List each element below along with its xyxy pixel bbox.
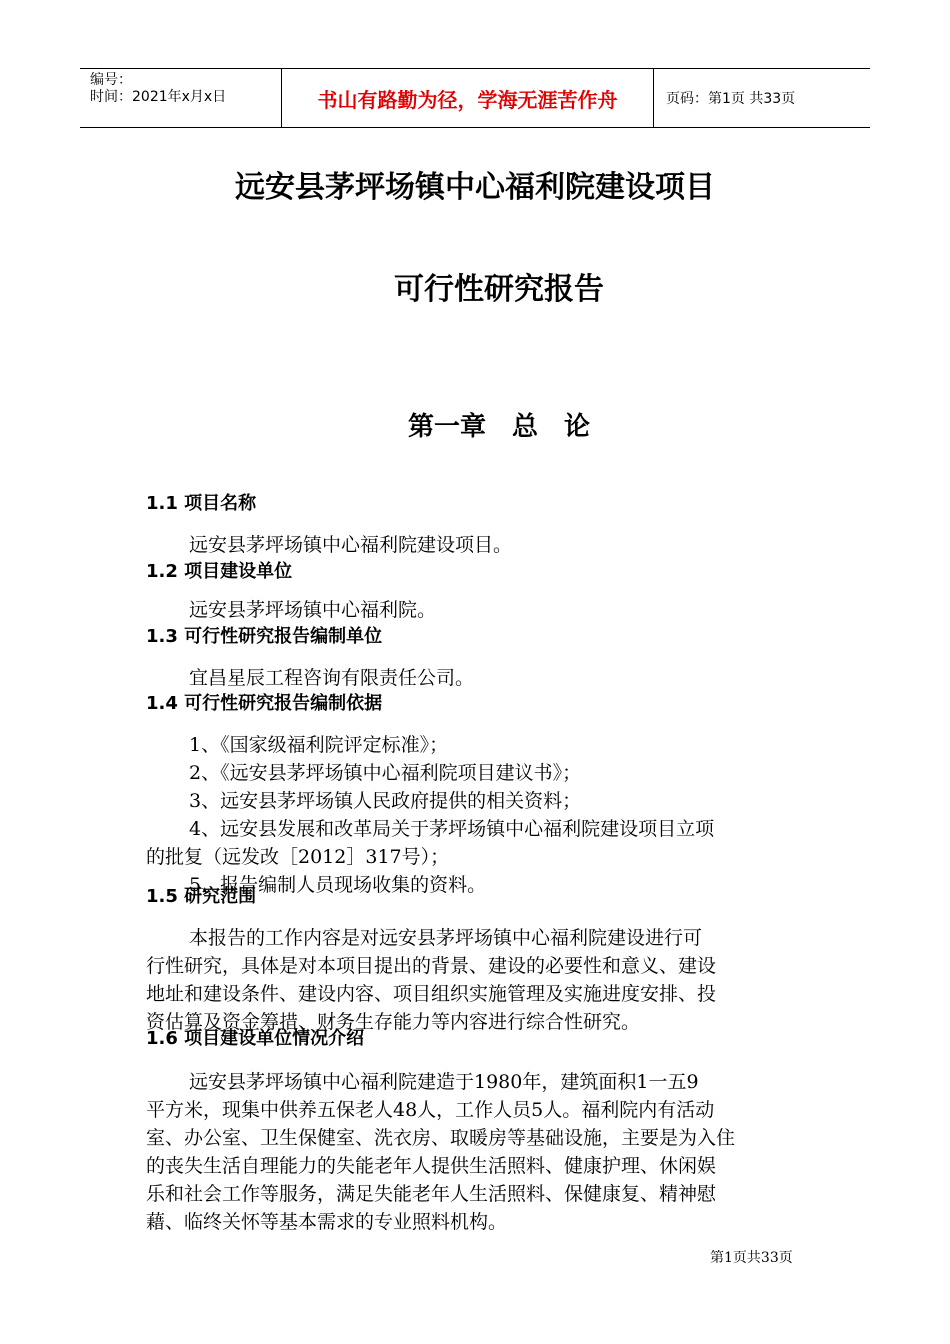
paragraph-line: 远安县茅坪场镇中心福利院建设项目。 [189, 534, 513, 556]
page-header [80, 68, 870, 128]
paragraph-line: 资估算及资金筹措、财务生存能力等内容进行综合性研究。 [146, 1011, 641, 1033]
document-title: 远安县茅坪场镇中心福利院建设项目 [235, 170, 715, 205]
section-heading-1-1: 1.1 项目名称 [146, 493, 257, 514]
section-heading-1-6: 1.6 项目建设单位情况介绍 [146, 1028, 365, 1049]
paragraph-line: 本报告的工作内容是对远安县茅坪场镇中心福利院建设进行可 [189, 927, 703, 949]
paragraph-line: 远安县茅坪场镇中心福利院。 [189, 599, 437, 621]
header-motto: 书山有路勤为径，学海无涯苦作舟 [282, 69, 654, 127]
section-heading-1-5: 1.5 研究范围 [146, 886, 257, 907]
section-heading-1-4: 1.4 可行性研究报告编制依据 [146, 693, 383, 714]
list-item: 1、《国家级福利院评定标准》； [189, 734, 449, 756]
section-body-1-1 [146, 531, 816, 559]
header-meta [80, 69, 282, 127]
header-page-info: 页码：第1页 共33页 [666, 91, 796, 107]
list-item: 3、远安县茅坪场镇人民政府提供的相关资料； [189, 790, 582, 812]
paragraph-line: 宜昌星辰工程咨询有限责任公司。 [189, 667, 475, 689]
list-item: 5、报告编制人员现场收集的资料。 [189, 874, 487, 896]
page-footer: 第1页共33页 [710, 1250, 793, 1266]
list-item: 2、《远安县茅坪场镇中心福利院项目建议书》； [189, 762, 582, 784]
section-body-1-5 [146, 924, 816, 1036]
section-heading-1-2: 1.2 项目建设单位 [146, 561, 293, 582]
paragraph-line: 远安县茅坪场镇中心福利院建造于1980年，建筑面积1一五9 [189, 1071, 699, 1093]
paragraph-line: 乐和社会工作等服务，满足失能老年人生活照料、保健康复、精神慰 [146, 1183, 717, 1205]
document-subtitle: 可行性研究报告 [394, 272, 604, 307]
paragraph-line: 的丧失生活自理能力的失能老年人提供生活照料、健康护理、休闲娱 [146, 1155, 717, 1177]
list-item: 4、远安县发展和改革局关于茅坪场镇中心福利院建设项目立项 [189, 818, 715, 840]
number-label: 编号： [90, 72, 132, 88]
section-body-1-3 [146, 664, 816, 692]
paragraph-line: 平方米，现集中供养五保老人48人，工作人员5人。福利院内有活动 [146, 1099, 715, 1121]
time-label: 时间：2021年x月x日 [90, 89, 227, 105]
paragraph-line: 地址和建设条件、建设内容、项目组织实施管理及实施进度安排、投 [146, 983, 717, 1005]
paragraph-line: 室、办公室、卫生保健室、洗衣房、取暖房等基础设施，主要是为入住 [146, 1127, 736, 1149]
paragraph-line: 藉、临终关怀等基本需求的专业照料机构。 [146, 1211, 508, 1233]
section-body-1-2 [146, 596, 816, 624]
chapter-title: 第一章 总 论 [407, 412, 590, 442]
section-heading-1-3: 1.3 可行性研究报告编制单位 [146, 626, 383, 647]
section-list-1-4 [146, 731, 816, 899]
list-item-continuation: 的批复（远发改［2012］317号）； [146, 846, 450, 868]
section-body-1-6 [146, 1068, 816, 1236]
paragraph-line: 行性研究，具体是对本项目提出的背景、建设的必要性和意义、建设 [146, 955, 717, 977]
